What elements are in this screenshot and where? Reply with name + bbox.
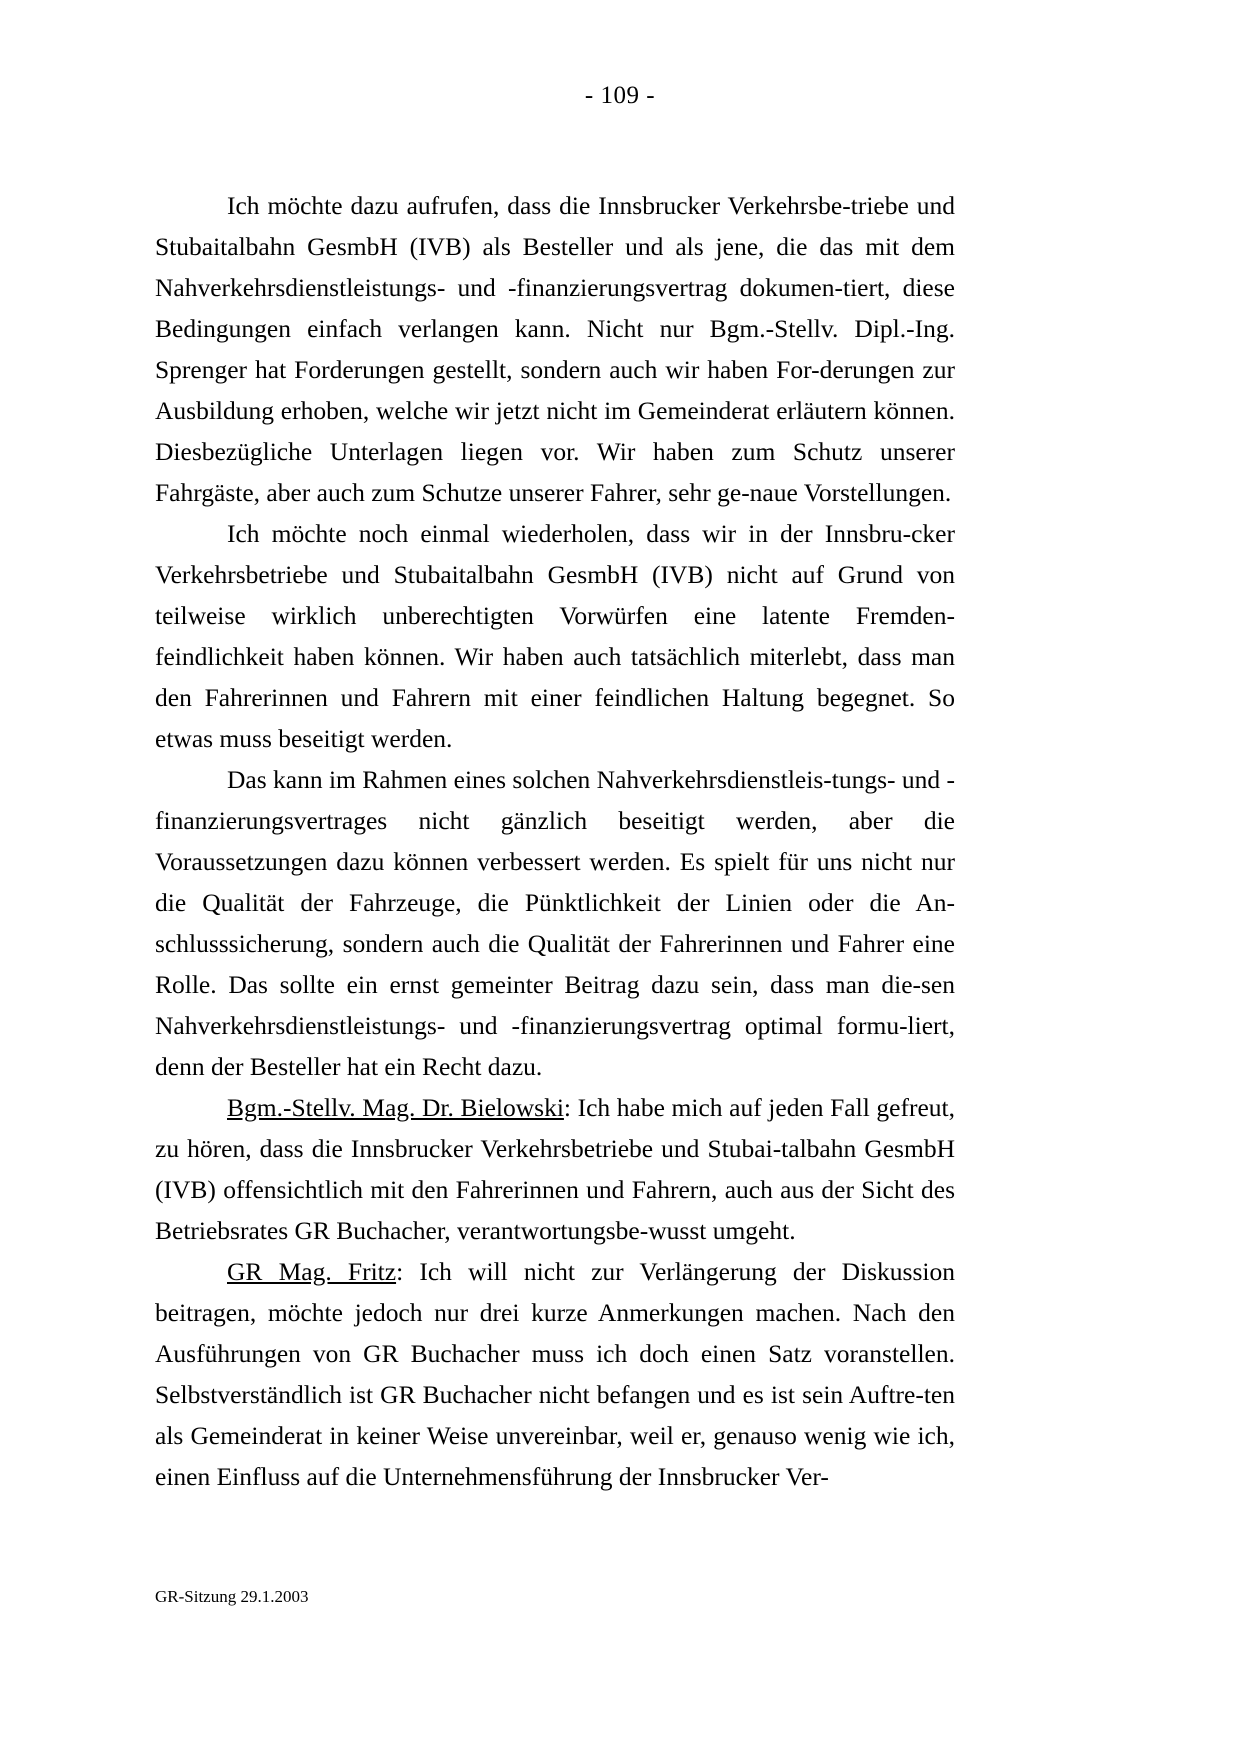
paragraph-2-text: Ich möchte noch einmal wiederholen, dass wir in der Innsbru-cker Verkehrsbetriebe und Stubaitalbahn GesmbH (IVB) nicht auf Grund von teilweise wirklich unberechtigten Vorwürfen eine latente Fremden-feindlichkeit haben können. Wir haben auch tatsächlich miterlebt, dass man den Fahrerinnen und Fahrern mit einer feindlichen Haltung begegnet. So etwas muss beseitigt werden. [155,519,955,753]
paragraph-3 [155,759,955,1087]
paragraph-1 [155,185,955,513]
document-body [155,185,955,1497]
paragraph-5 [155,1251,955,1497]
speaker-name-fritz: GR Mag. Fritz [227,1257,397,1286]
speaker-name-bielowski: Bgm.-Stellv. Mag. Dr. Bielowski [227,1093,564,1122]
paragraph-3-text: Das kann im Rahmen eines solchen Nahverkehrsdienstleis-tungs- und -finanzierungsvertrages nicht gänzlich beseitigt werden, aber die Voraussetzungen dazu können verbessert werden. Es spielt für uns nicht nur die Qualität der Fahrzeuge, die Pünktlichkeit der Linien oder die An-schlusssicherung, sondern auch die Qualität der Fahrerinnen und Fahrer eine Rolle. Das sollte ein ernst gemeinter Beitrag dazu sein, dass man die-sen Nahverkehrsdienstleistungs- und -finanzierungsvertrag optimal formu-liert, denn der Besteller hat ein Recht dazu. [155,765,955,1081]
document-footer: GR-Sitzung 29.1.2003 [155,1587,309,1606]
paragraph-4-text: : Ich habe mich auf jeden Fall gefreut, zu hören, dass die Innsbrucker Verkehrsbetriebe und Stubai-talbahn GesmbH (IVB) offensichtlich mit den Fahrerinnen und Fahrern, auch aus der Sicht des Betriebsrates GR Buchacher, verantwortungsbe-wusst umgeht. [155,1093,955,1245]
paragraph-1-text: Ich möchte dazu aufrufen, dass die Innsbrucker Verkehrsbe-triebe und Stubaitalbahn GesmbH (IVB) als Besteller und als jene, die das mit dem Nahverkehrsdienstleistungs- und -finanzierungsvertrag dokumen-tiert, diese Bedingungen einfach verlangen kann. Nicht nur Bgm.-Stellv. Dipl.-Ing. Sprenger hat Forderungen gestellt, sondern auch wir haben For-derungen zur Ausbildung erhoben, welche wir jetzt nicht im Gemeinderat erläutern können. Diesbezügliche Unterlagen liegen vor. Wir haben zum Schutz unserer Fahrgäste, aber auch zum Schutze unserer Fahrer, sehr ge-naue Vorstellungen. [155,191,955,507]
paragraph-5-text: : Ich will nicht zur Verlängerung der Diskussion beitragen, möchte jedoch nur drei kurze Anmerkungen machen. Nach den Ausführungen von GR Buchacher muss ich doch einen Satz voranstellen. Selbstverständlich ist GR Buchacher nicht befangen und es ist sein Auftre-ten als Gemeinderat in keiner Weise unvereinbar, weil er, genauso wenig wie ich, einen Einfluss auf die Unternehmensführung der Innsbrucker Ver- [155,1257,955,1491]
paragraph-2 [155,513,955,759]
paragraph-4 [155,1087,955,1251]
page-number: - 109 - [584,82,656,109]
